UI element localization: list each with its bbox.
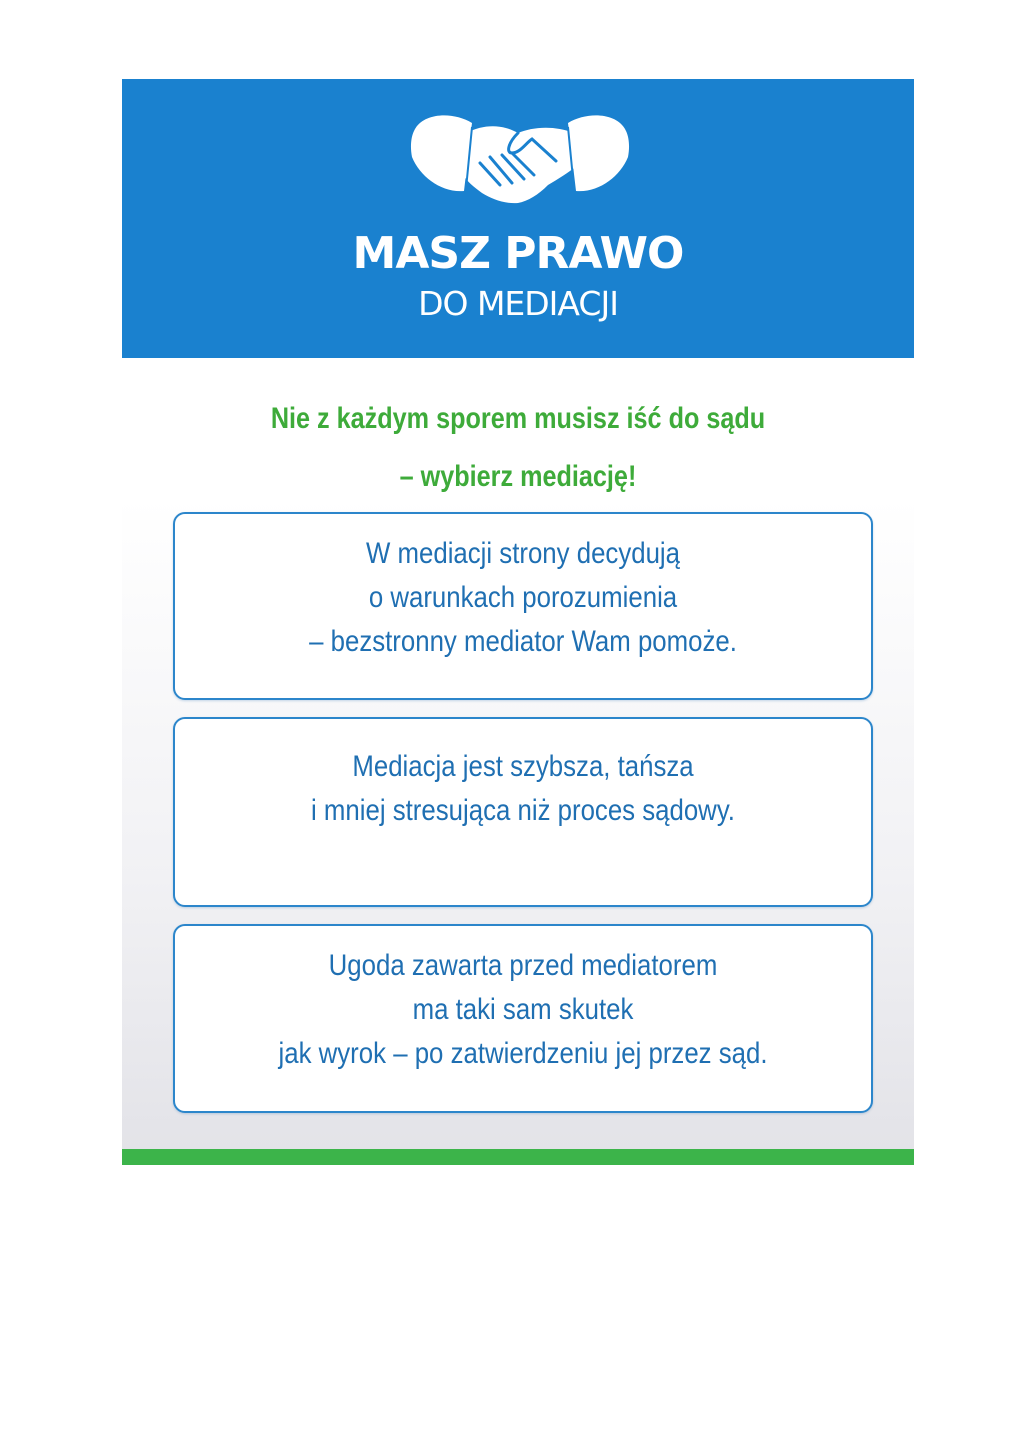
info-box-line: – bezstronny mediator Wam pomoże. <box>309 625 737 658</box>
info-box-settlement <box>173 924 873 1113</box>
info-box-text <box>224 532 823 664</box>
bottom-accent-bar <box>122 1149 914 1165</box>
slogan-line: – wybierz mediację! <box>399 460 637 493</box>
info-box-line: i mniej stresująca niż proces sądowy. <box>311 794 735 827</box>
poster-header <box>122 79 914 358</box>
slogan <box>185 390 850 506</box>
info-box-benefits <box>173 717 873 907</box>
info-box-line: jak wyrok – po zatwierdzeniu jej przez sąd. <box>278 1037 768 1070</box>
info-box-decision <box>173 512 873 700</box>
handshake-icon <box>408 109 632 209</box>
poster-subtitle: DO MEDIACJI <box>418 284 618 323</box>
info-box-line: W mediacji strony decydują <box>365 537 681 570</box>
slogan-line: Nie z każdym sporem musisz iść do sądu <box>270 402 766 435</box>
mediation-poster <box>122 79 914 1165</box>
info-box-line: Mediacja jest szybsza, tańsza <box>352 750 694 783</box>
info-box-line: Ugoda zawarta przed mediatorem <box>328 949 718 982</box>
info-box-line: ma taki sam skutek <box>412 993 634 1026</box>
poster-body <box>122 358 914 1149</box>
info-box-text <box>224 944 823 1076</box>
info-box-line: o warunkach porozumienia <box>368 581 678 614</box>
poster-title: MASZ PRAWO <box>352 228 684 279</box>
info-box-text <box>224 745 823 833</box>
